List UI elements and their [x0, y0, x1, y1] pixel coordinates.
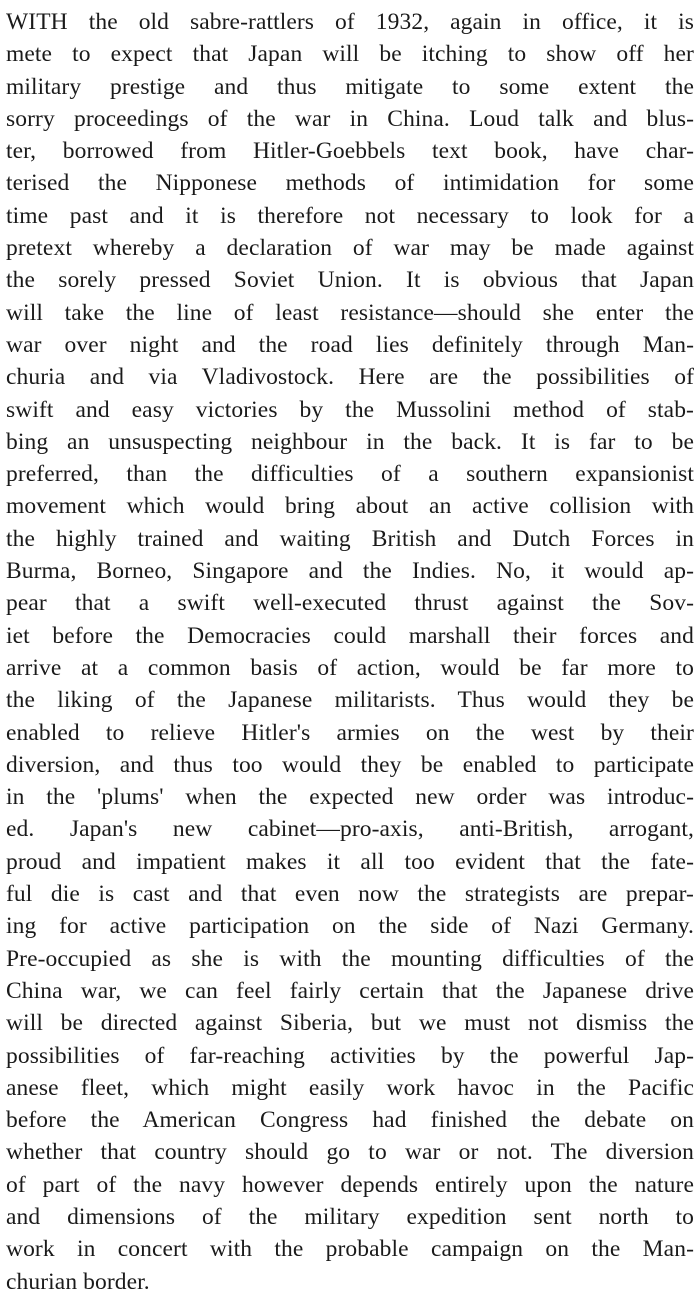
- text-line: terised the Nipponese methods of intimidation for some: [6, 170, 694, 197]
- text-line: diversion, and thus too would they be enabled to participate: [6, 751, 694, 778]
- text-line: the liking of the Japanese militarists. Thus would they be: [6, 687, 694, 714]
- text-line: of part of the navy however depends entirely upon the nature: [6, 1171, 694, 1198]
- text-line: Pre-occupied as she is with the mounting difficulties of the: [6, 945, 694, 972]
- text-line: military prestige and thus mitigate to some extent the: [6, 73, 694, 100]
- text-line: war over night and the road lies definitely through Man-: [6, 331, 694, 358]
- text-line: iet before the Democracies could marshall their forces and: [6, 622, 694, 649]
- text-line: and dimensions of the military expedition sent north to: [6, 1203, 694, 1230]
- text-line: preferred, than the difficulties of a southern expansionist: [6, 461, 694, 488]
- text-line: ter, borrowed from Hitler-Goebbels text book, have char-: [6, 138, 694, 165]
- text-line: ed. Japan's new cabinet—pro-axis, anti-British, arrogant,: [6, 816, 694, 843]
- text-line: the highly trained and waiting British and Dutch Forces in: [6, 525, 694, 552]
- text-line: the sorely pressed Soviet Union. It is obvious that Japan: [6, 267, 694, 294]
- text-line: work in concert with the probable campaign on the Man-: [6, 1236, 694, 1263]
- text-line: whether that country should go to war or not. The diversion: [6, 1139, 694, 1166]
- text-line: ing for active participation on the side of Nazi Germany.: [6, 913, 694, 940]
- text-line: ful die is cast and that even now the strategists are prepar-: [6, 881, 694, 908]
- text-line: pear that a swift well-executed thrust against the Sov-: [6, 590, 694, 617]
- text-line: in the 'plums' when the expected new order was introduc-: [6, 784, 694, 811]
- text-line: possibilities of far-reaching activities by the powerful Jap-: [6, 1042, 694, 1069]
- text-line: time past and it is therefore not necessary to look for a: [6, 202, 694, 229]
- text-line: enabled to relieve Hitler's armies on the west by their: [6, 719, 694, 746]
- text-line: sorry proceedings of the war in China. Loud talk and blus-: [6, 105, 694, 132]
- document-page: [6, 6, 694, 1295]
- text-line: mete to expect that Japan will be itching to show off her: [6, 41, 694, 68]
- text-line: will take the line of least resistance—should she enter the: [6, 299, 694, 326]
- article-paragraph: [6, 6, 694, 1298]
- text-line: pretext whereby a declaration of war may be made against: [6, 235, 694, 262]
- text-line: churian border.: [6, 1268, 150, 1295]
- text-line: WITH the old sabre-rattlers of 1932, again in office, it is: [6, 9, 694, 35]
- text-line: bing an unsuspecting neighbour in the back. It is far to be: [6, 428, 694, 455]
- text-line: anese fleet, which might easily work havoc in the Pacific: [6, 1074, 694, 1101]
- text-line: churia and via Vladivostock. Here are the possibilities of: [6, 364, 694, 391]
- text-line: swift and easy victories by the Mussolini method of stab-: [6, 396, 694, 423]
- text-line: China war, we can feel fairly certain that the Japanese drive: [6, 977, 694, 1004]
- text-line: arrive at a common basis of action, would be far more to: [6, 654, 694, 681]
- text-line: proud and impatient makes it all too evident that the fate-: [6, 848, 694, 875]
- text-line: will be directed against Siberia, but we must not dismiss the: [6, 1010, 694, 1037]
- text-line: movement which would bring about an active collision with: [6, 493, 694, 520]
- text-line: Burma, Borneo, Singapore and the Indies. No, it would ap-: [6, 558, 694, 585]
- text-line: before the American Congress had finished the debate on: [6, 1107, 694, 1134]
